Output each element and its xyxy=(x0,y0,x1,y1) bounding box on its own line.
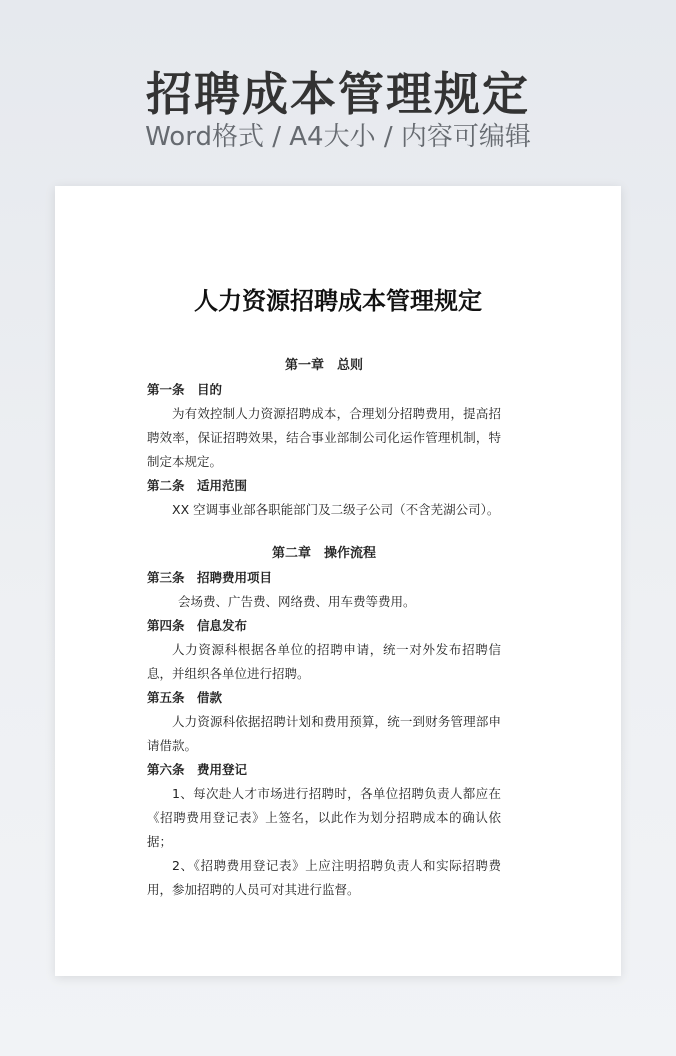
article-6-item-1: 1、每次赴人才市场进行招聘时，各单位招聘负责人都应在《招聘费用登记表》上签名，以此作为划分招聘成本的确认依据； xyxy=(147,786,501,849)
article-5-text: 人力资源科依据招聘计划和费用预算，统一到财务管理部申请借款。 xyxy=(147,714,501,753)
document-body xyxy=(147,354,501,902)
banner-subtitle: Word格式 / A4大小 / 内容可编辑 xyxy=(145,122,531,152)
article-3-text: 会场费、广告费、网络费、用车费等费用。 xyxy=(178,594,416,609)
chapter-1-heading: 第一章 总则 xyxy=(284,358,363,373)
article-1-text: 为有效控制人力资源招聘成本，合理划分招聘费用，提高招聘效率，保证招聘效果，结合事业部制公司化运作管理机制，特制定本规定。 xyxy=(147,406,501,469)
document-page xyxy=(55,186,621,976)
article-4-heading: 第四条 信息发布 xyxy=(147,618,248,633)
article-4-text: 人力资源科根据各单位的招聘申请，统一对外发布招聘信息，并组织各单位进行招聘。 xyxy=(147,642,501,681)
article-3-heading: 第三条 招聘费用项目 xyxy=(147,570,273,585)
article-2-text: XX 空调事业部各职能部门及二级子公司（不含芜湖公司）。 xyxy=(172,502,500,517)
article-2-heading: 第二条 适用范围 xyxy=(147,478,248,493)
article-6-heading: 第六条 费用登记 xyxy=(147,762,248,777)
document-title: 人力资源招聘成本管理规定 xyxy=(194,287,482,315)
article-1-heading: 第一条 目的 xyxy=(147,382,223,397)
article-6-item-2: 2、《招聘费用登记表》上应注明招聘负责人和实际招聘费用，参加招聘的人员可对其进行监督。 xyxy=(147,858,501,897)
banner-title: 招聘成本管理规定 xyxy=(146,67,530,121)
chapter-2-heading: 第二章 操作流程 xyxy=(271,546,376,561)
article-5-heading: 第五条 借款 xyxy=(147,690,223,705)
